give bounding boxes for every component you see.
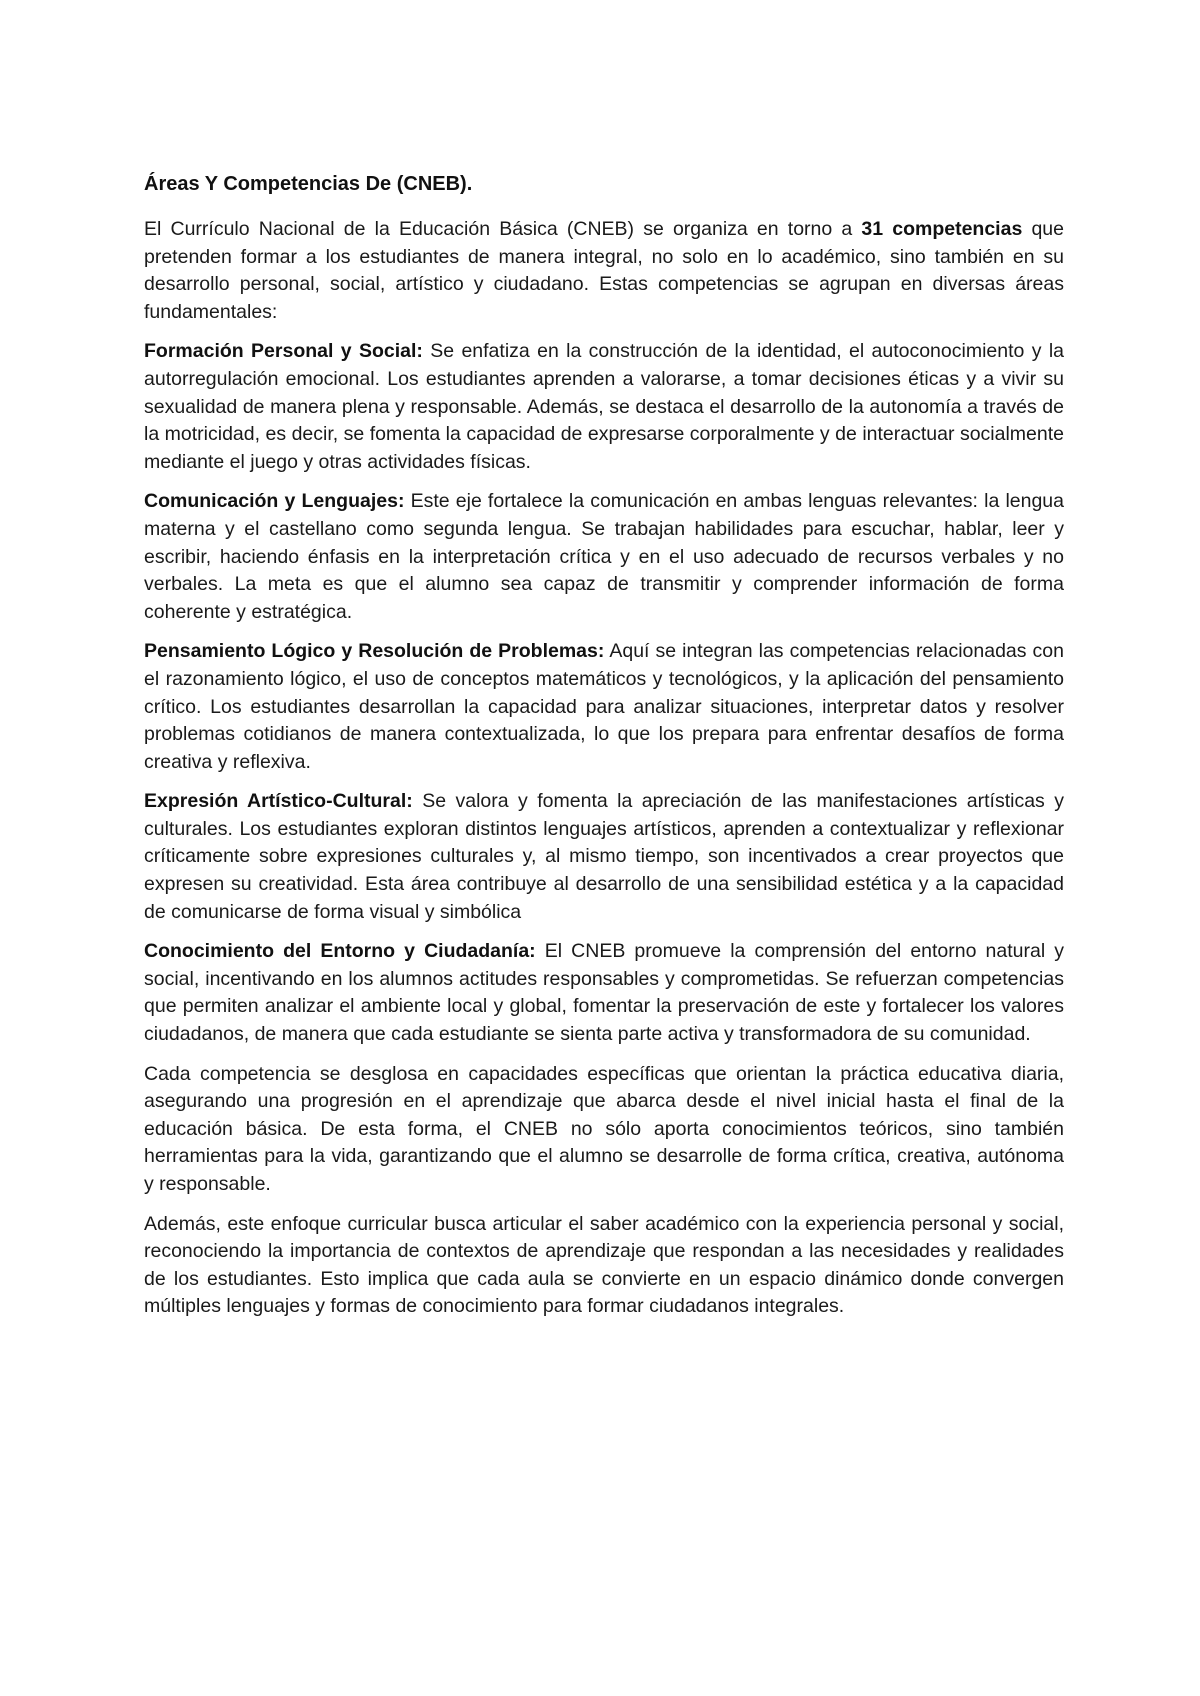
closing-paragraph-1: Cada competencia se desglosa en capacidades específicas que orientan la práctica educativa diaria, asegurando una progresión en el aprendizaje que abarca desde el nivel inicial hasta el final de la educación básica. De esta forma, el CNEB no sólo aporta conocimientos teóricos, sino también herramientas para la vida, garantizando que el alumno se desarrolle de forma crítica, creativa, autónoma y responsable. — [144, 1062, 1064, 1195]
area-text: El CNEB promueve la comprensión del entorno natural y social, incentivando en los alumnos actitudes responsables y comprometidas. Se refuerzan competencias que permiten analizar el ambiente local y global, fomentar la preservación de este y fortalecer los valores ciudadanos, de manera que cada estudiante se sienta parte activa y transformadora de su comunidad. — [144, 940, 1064, 1046]
closing-paragraph-2: Además, este enfoque curricular busca articular el saber académico con la experiencia personal y social, reconociendo la importancia de contextos de aprendizaje que respondan a las necesidades y realidades de los estudiantes. Esto implica que cada aula se convierte en un espacio dinámico donde convergen múltiples lenguajes y formas de conocimiento para formar ciudadanos integrales. — [144, 1212, 1064, 1318]
area-paragraph-pensamiento — [144, 638, 1064, 776]
document-page — [144, 170, 1064, 1333]
document-title: Áreas Y Competencias De (CNEB). — [144, 173, 473, 195]
area-paragraph-comunicacion — [144, 488, 1064, 626]
area-text: Se enfatiza en la construcción de la identidad, el autoconocimiento y la autorregulación emocional. Los estudiantes aprenden a valorarse, a tomar decisiones éticas y a vivir su sexualidad de manera plena y responsable. Además, se destaca el desarrollo de la autonomía a través de la motricidad, es decir, se fomenta la capacidad de expresarse corporalmente y de interactuar socialmente mediante el juego y otras actividades físicas. — [144, 340, 1064, 473]
area-text: Aquí se integran las competencias relacionadas con el razonamiento lógico, el uso de conceptos matemáticos y tecnológicos, y la aplicación del pensamiento crítico. Los estudiantes desarrollan la capacidad para analizar situaciones, interpretar datos y resolver problemas cotidianos de manera contextualizada, lo que los prepara para enfrentar desafíos de forma creativa y reflexiva. — [144, 640, 1064, 773]
area-paragraph-conocimiento — [144, 938, 1064, 1048]
area-heading: Comunicación y Lenguajes: — [144, 490, 405, 513]
intro-text-before: El Currículo Nacional de la Educación Básica (CNEB) se organiza en torno a — [144, 218, 862, 240]
intro-text-after: que pretenden formar a los estudiantes de manera integral, no solo en lo académico, sino también en su desarrollo personal, social, artístico y ciudadano. Estas competencias se agrupan en diversas áreas fundamentales: — [144, 218, 1064, 323]
area-paragraph-formacion — [144, 338, 1064, 476]
area-text: Este eje fortalece la comunicación en ambas lenguas relevantes: la lengua materna y el castellano como segunda lengua. Se trabajan habilidades para escuchar, hablar, leer y escribir, haciendo énfasis en la interpretación crítica y en el uso adecuado de recursos verbales y no verbales. La meta es que el alumno sea capaz de transmitir y comprender información de forma coherente y estratégica. — [144, 490, 1064, 623]
area-heading: Pensamiento Lógico y Resolución de Problemas: — [144, 640, 605, 663]
intro-paragraph — [144, 216, 1064, 326]
area-heading: Formación Personal y Social: — [144, 340, 423, 363]
intro-bold-count: 31 competencias — [861, 218, 1023, 240]
area-heading: Expresión Artístico-Cultural: — [144, 790, 413, 813]
area-text: Se valora y fomenta la apreciación de las manifestaciones artísticas y culturales. Los estudiantes exploran distintos lenguajes artísticos, aprenden a contextualizar y reflexionar críticamente sobre expresiones culturales y, al mismo tiempo, son incentivados a crear proyectos que expresen su creatividad. Esta área contribuye al desarrollo de una sensibilidad estética y a la capacidad de comunicarse de forma visual y simbólica — [144, 790, 1065, 923]
area-paragraph-expresion — [144, 788, 1064, 926]
area-heading: Conocimiento del Entorno y Ciudadanía: — [144, 940, 536, 963]
